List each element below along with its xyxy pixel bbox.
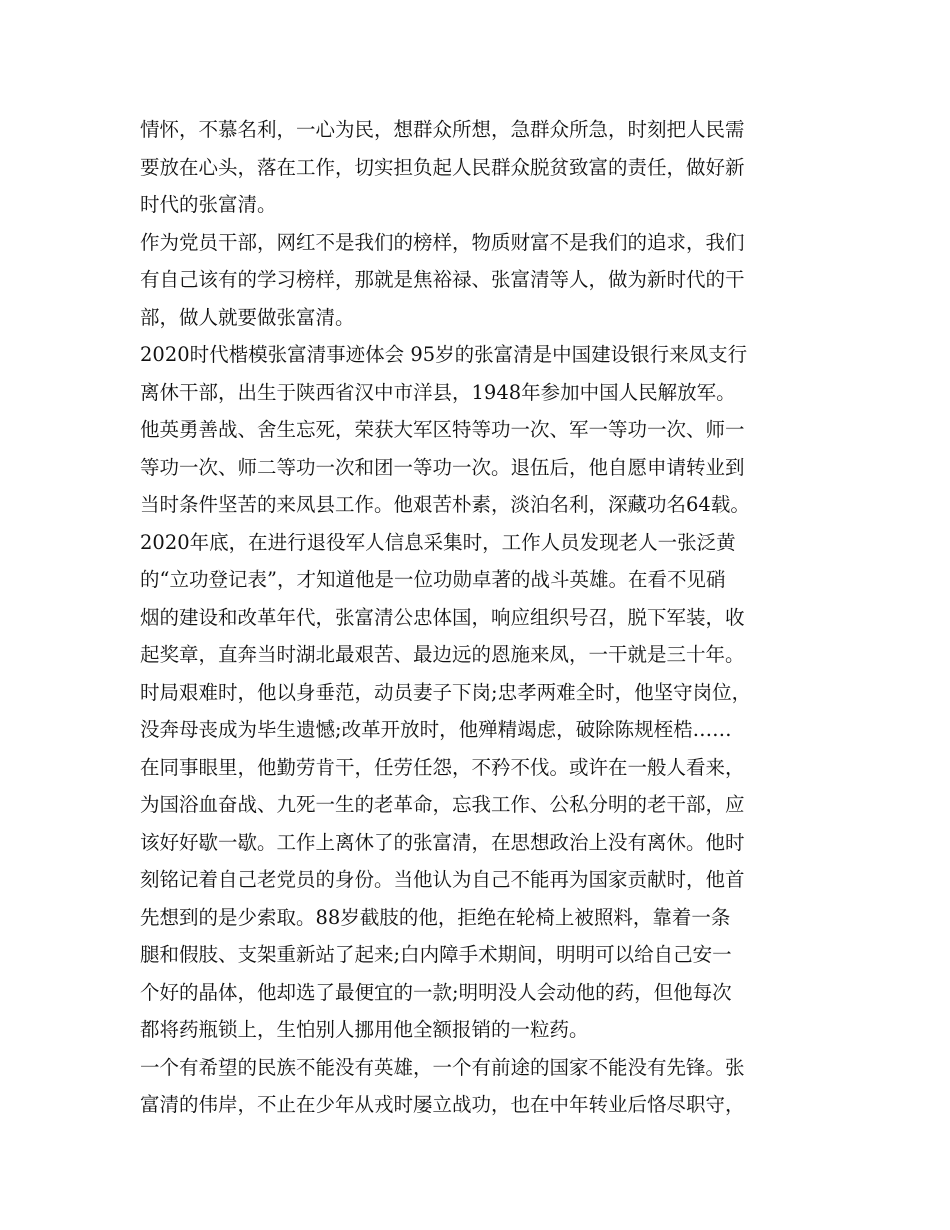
text-line: 他英勇善战、舍生忘死，荣获大军区特等功一次、军一等功一次、师一 <box>140 418 745 441</box>
text-line: 2020年底，在进行退役军人信息采集时，工作人员发现老人一张泛黄 <box>140 530 736 554</box>
text-line: 先想到的是少索取。88岁截肢的他，拒绝在轮椅上被照料，靠着一条 <box>140 905 731 929</box>
text-line: 烟的建设和改革年代，张富清公忠体国，响应组织号召，脱下军装，收 <box>140 605 745 629</box>
text-line: 富清的伟岸，不止在少年从戎时屡立战功，也在中年转业后恪尽职守， <box>140 1093 745 1116</box>
text-line: 一个有希望的民族不能没有英雄，一个有前途的国家不能没有先锋。张 <box>140 1055 745 1079</box>
text-line: 在同事眼里，他勤劳肯干，任劳任怨，不矜不伐。或许在一般人看来， <box>140 755 745 779</box>
text-line: 腿和假肢、支架重新站了起来;白内障手术期间，明明可以给自己安一 <box>140 943 732 966</box>
text-line: 时代的张富清。 <box>140 193 277 216</box>
text-line: 刻铭记着自己老党员的身份。当他认为自己不能再为国家贡献时，他首 <box>140 868 745 891</box>
text-line: 的“立功登记表”，才知道他是一位功勋卓著的战斗英雄。在看不见硝 <box>140 568 726 591</box>
text-line: 没奔母丧成为毕生遗憾;改革开放时，他殚精竭虑，破除陈规桎梏…… <box>140 718 732 741</box>
text-line: 起奖章，直奔当时湖北最艰苦、最边远的恩施来凤，一干就是三十年。 <box>140 643 745 666</box>
text-line: 都将药瓶锁上，生怕别人挪用他全额报销的一粒药。 <box>140 1018 589 1041</box>
text-line: 等功一次、师二等功一次和团一等功一次。退伍后，他自愿申请转业到 <box>140 455 745 479</box>
text-line: 情怀，不慕名利，一心为民，想群众所想，急群众所急，时刻把人民需 <box>140 118 745 141</box>
text-line: 为国浴血奋战、九死一生的老革命，忘我工作、公私分明的老干部，应 <box>140 793 745 816</box>
text-line: 离休干部，出生于陕西省汉中市洋县，1948年参加中国人民解放军。 <box>140 380 736 404</box>
document-body <box>140 111 830 1124</box>
text-line: 当时条件坚苦的来凤县工作。他艰苦朴素，淡泊名利，深藏功名64载。 <box>140 493 750 516</box>
text-line: 要放在心头，落在工作，切实担负起人民群众脱贫致富的责任，做好新 <box>140 155 745 179</box>
text-line: 该好好歇一歇。工作上离休了的张富清，在思想政治上没有离休。他时 <box>140 830 745 854</box>
text-line: 部，做人就要做张富清。 <box>140 305 355 329</box>
text-line: 有自己该有的学习榜样，那就是焦裕禄、张富清等人，做为新时代的干 <box>140 268 745 291</box>
text-line: 时局艰难时，他以身垂范，动员妻子下岗;忠孝两难全时，他坚守岗位， <box>140 680 752 704</box>
text-line: 作为党员干部，网红不是我们的榜样，物质财富不是我们的追求，我们 <box>140 230 745 254</box>
text-line: 2020时代楷模张富清事迹体会 95岁的张富清是中国建设银行来凤支行 <box>140 343 748 366</box>
text-line: 个好的晶体，他却选了最便宜的一款;明明没人会动他的药，但他每次 <box>140 980 732 1004</box>
